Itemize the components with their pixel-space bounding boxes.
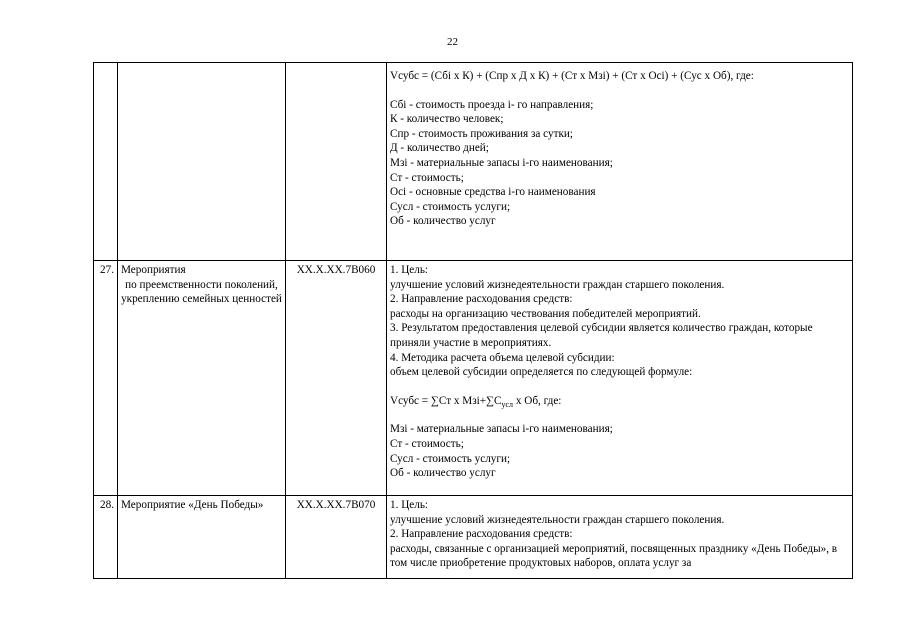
legend-line: Сбi - стоимость проезда i- го направления; (390, 98, 594, 111)
row-number-cell: 27. (94, 261, 118, 496)
table-row-28 (94, 496, 853, 579)
description-paragraph: 3. Результатом предоставления целевой субсидии является количество граждан, которые приняли участие в мероприятиях. (390, 322, 813, 349)
subsidy-formula (390, 394, 849, 409)
legend-line: К - количество человек; (390, 113, 504, 126)
legend-line: Сусл - стоимость услуги; (390, 452, 511, 465)
description-line: 4. Методика расчета объема целевой субсидии: (390, 351, 615, 364)
formula-main: Vсубс = ∑Ст x Мзi+∑С (390, 394, 502, 407)
subsidy-formula: Vсубс = (Сбi x К) + (Спр x Д x К) + (Ст x Мзi) + (Ст x Осi) + (Сус x Об), где: (390, 70, 754, 82)
table-row-27 (94, 261, 853, 496)
description-line: расходы на организацию чествования победителей мероприятий. (390, 307, 701, 320)
formula-subscript: усл (501, 399, 514, 409)
legend-line: Ст - стоимость; (390, 171, 464, 184)
page-number: 22 (447, 36, 458, 48)
legend-line: Ст - стоимость; (390, 437, 464, 450)
legend-line: Мзi - материальные запасы i-го наименования; (390, 423, 613, 436)
description-line: объем целевой субсидии определяется по следующей формуле: (390, 366, 693, 379)
subsidy-table (93, 62, 853, 579)
legend-line: Сусл - стоимость услуги; (390, 200, 511, 213)
legend-line: Д - количество дней; (390, 142, 489, 155)
legend-line: Об - количество услуг (390, 215, 496, 228)
legend-line: Осi - основные средства i-го наименования (390, 186, 596, 199)
row-description-cell (387, 496, 853, 579)
row-number-cell (94, 63, 118, 261)
row-name-cell (118, 261, 286, 496)
description-line: улучшение условий жизнедеятельности граждан старшего поколения. (390, 278, 725, 291)
row-name-cell: Мероприятие «День Победы» (118, 496, 286, 579)
row-number-cell: 28. (94, 496, 118, 579)
table-row-continued (94, 63, 853, 261)
formula-tail: x Об, где: (513, 394, 562, 407)
row-description-cell (387, 261, 853, 496)
row-name-cell (118, 63, 286, 261)
description-line: 2. Направление расходования средств: (390, 528, 573, 541)
row-code-cell: XX.X.XX.7B060 (286, 261, 387, 496)
legend-line: Спр - стоимость проживания за сутки; (390, 127, 573, 140)
row-description-cell (387, 63, 853, 261)
description-line: 2. Направление расходования средств: (390, 293, 573, 306)
legend-line: Об - количество услуг (390, 467, 496, 480)
row-name-first: Мероприятия (121, 264, 186, 276)
description-line: 1. Цель: (390, 264, 429, 276)
row-code-cell (286, 63, 387, 261)
row-name-rest: по преемственности поколений, укреплению семейных ценностей (121, 278, 282, 306)
legend-line: Мзi - материальные запасы i-го наименования; (390, 156, 613, 169)
description-line: улучшение условий жизнедеятельности граждан старшего поколения. (390, 513, 725, 526)
row-code-cell: XX.X.XX.7B070 (286, 496, 387, 579)
description-paragraph: расходы, связанные с организацией мероприятий, посвященных празднику «День Победы», в том числе приобретение продуктовых наборов, оплата услуг за (390, 542, 838, 570)
description-line: 1. Цель: (390, 499, 429, 511)
